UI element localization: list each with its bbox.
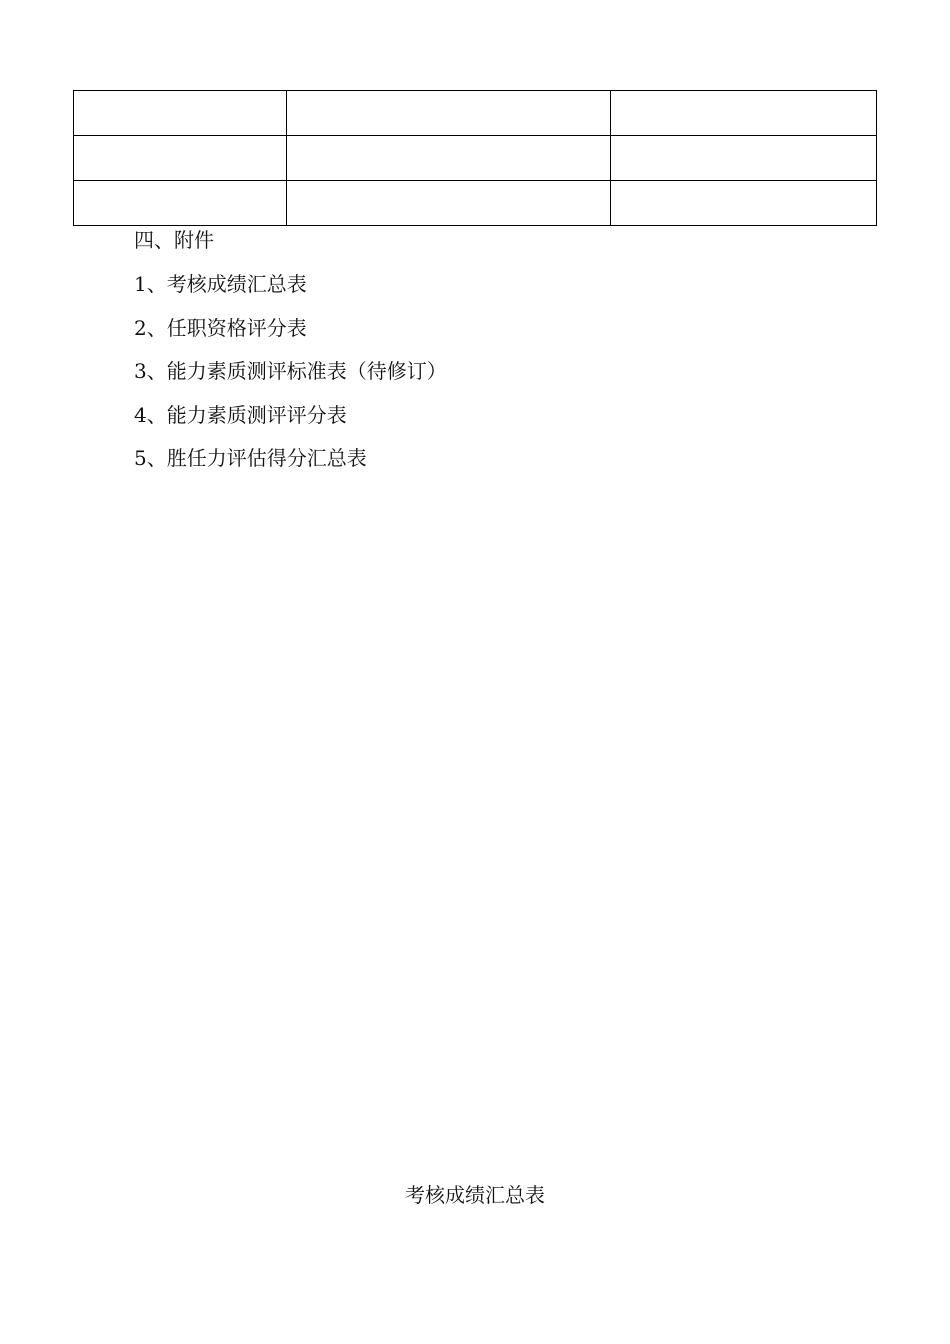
table-cell [74, 91, 287, 136]
blank-table [73, 90, 877, 226]
table-row [74, 181, 877, 226]
attachment-list [134, 270, 447, 488]
table-cell [610, 181, 876, 226]
table-cell [74, 136, 287, 181]
list-item: 5、胜任力评估得分汇总表 [134, 446, 367, 470]
table-cell [610, 136, 876, 181]
list-item: 4、能力素质测评评分表 [134, 402, 347, 427]
table-cell [74, 181, 287, 226]
table-row [74, 91, 877, 136]
section-heading: 四、附件 [134, 228, 214, 252]
table-cell [610, 91, 876, 136]
list-item: 1、考核成绩汇总表 [134, 272, 307, 296]
table-cell [287, 91, 610, 136]
list-item: 3、能力素质测评标准表（待修订） [134, 359, 447, 383]
table-row [74, 136, 877, 181]
footer-title: 考核成绩汇总表 [405, 1183, 545, 1207]
table-cell [287, 181, 610, 226]
list-item: 2、任职资格评分表 [134, 315, 307, 340]
table-cell [287, 136, 610, 181]
